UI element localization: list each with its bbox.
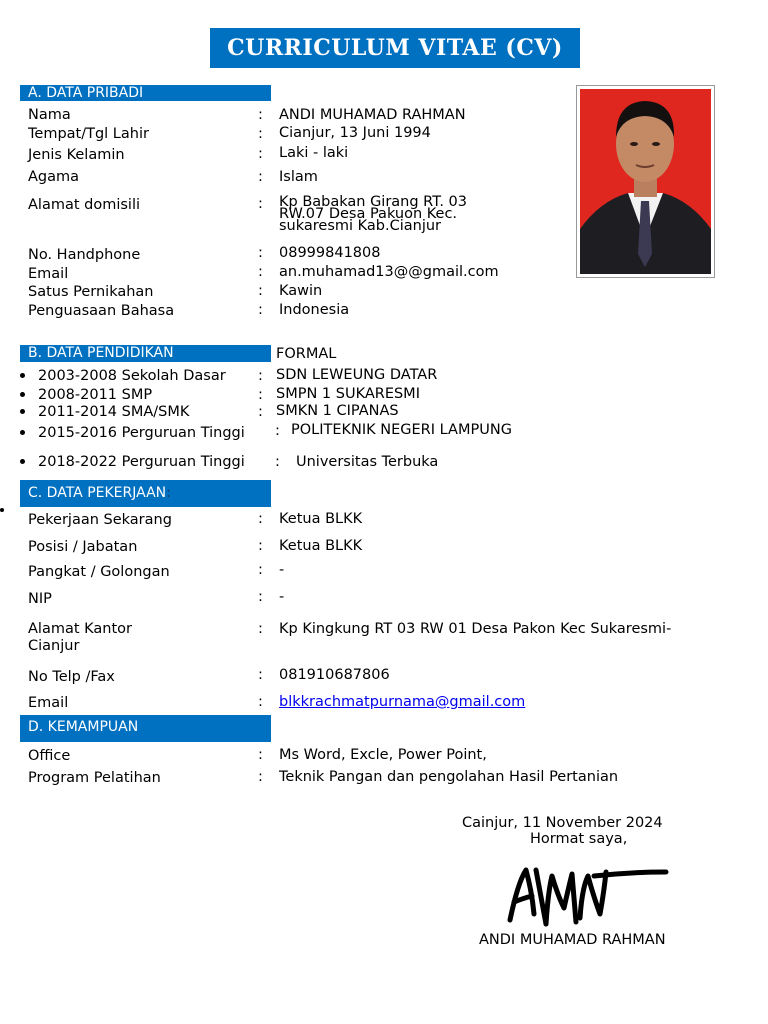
education-value: POLITEKNIK NEGERI LAMPUNG bbox=[291, 422, 512, 438]
section-header-personal: A. DATA PRIBADI bbox=[20, 85, 271, 101]
bullet-dot-icon bbox=[20, 392, 25, 397]
personal-label-birth: Tempat/Tgl Lahir bbox=[28, 126, 149, 142]
signatory-name: ANDI MUHAMAD RAHMAN bbox=[479, 932, 666, 948]
colon: : bbox=[258, 667, 263, 683]
work-label-email: Email bbox=[28, 695, 69, 711]
colon: : bbox=[258, 196, 263, 212]
skill-value-office: Ms Word, Excle, Power Point, bbox=[279, 747, 487, 763]
closing-place-date: Cainjur, 11 November 2024 bbox=[462, 815, 663, 831]
work-value-rank: - bbox=[279, 562, 285, 578]
colon: : bbox=[258, 126, 263, 142]
colon: : bbox=[258, 245, 263, 261]
section-header-work-label: C. DATA PEKERJAAN bbox=[28, 485, 167, 501]
bullet-dot-icon bbox=[20, 373, 25, 378]
work-label-phone: No Telp /Fax bbox=[28, 669, 115, 685]
profile-photo bbox=[576, 85, 715, 278]
work-email-link[interactable]: blkkrachmatpurnama@gmail.com bbox=[279, 694, 526, 710]
work-value-phone: 081910687806 bbox=[279, 667, 390, 683]
colon: : bbox=[275, 454, 280, 470]
colon: : bbox=[258, 747, 263, 763]
skill-label-office: Office bbox=[28, 748, 71, 764]
personal-value-email: an.muhamad13@@gmail.com bbox=[279, 264, 499, 280]
bullet-dot-icon bbox=[20, 409, 25, 414]
personal-value-name: ANDI MUHAMAD RAHMAN bbox=[279, 107, 466, 123]
colon: : bbox=[258, 387, 263, 403]
education-label: 2015-2016 Perguruan Tinggi bbox=[38, 425, 245, 441]
personal-label-marital: Satus Pernikahan bbox=[28, 284, 154, 300]
skill-label-training: Program Pelatihan bbox=[28, 770, 161, 786]
colon: : bbox=[258, 146, 263, 162]
education-value: SMPN 1 SUKARESMI bbox=[276, 386, 420, 402]
education-label: 2018-2022 Perguruan Tinggi bbox=[38, 454, 245, 470]
colon: : bbox=[275, 423, 280, 439]
colon: : bbox=[258, 368, 263, 384]
colon: : bbox=[258, 589, 263, 605]
section-header-education: B. DATA PENDIDIKAN bbox=[20, 345, 271, 362]
personal-value-phone: 08999841808 bbox=[279, 245, 381, 261]
colon: : bbox=[258, 538, 263, 554]
colon: : bbox=[258, 562, 263, 578]
work-label-office-address-2: Cianjur bbox=[28, 638, 80, 654]
skill-value-training: Teknik Pangan dan pengolahan Hasil Pertanian bbox=[279, 769, 619, 785]
personal-label-gender: Jenis Kelamin bbox=[28, 147, 125, 163]
section-header-skills: D. KEMAMPUAN bbox=[20, 715, 271, 742]
colon: : bbox=[258, 107, 263, 123]
colon: : bbox=[258, 769, 263, 785]
personal-label-language: Penguasaan Bahasa bbox=[28, 303, 175, 319]
education-value: Universitas Terbuka bbox=[296, 454, 439, 470]
personal-label-address: Alamat domisili bbox=[28, 197, 141, 213]
bullet-dot-icon bbox=[20, 430, 25, 435]
education-label: 2003-2008 Sekolah Dasar bbox=[38, 368, 226, 384]
colon: : bbox=[258, 404, 263, 420]
work-label-office-address-1: Alamat Kantor bbox=[28, 621, 132, 637]
personal-label-email: Email bbox=[28, 266, 69, 282]
education-value: SDN LEWEUNG DATAR bbox=[276, 367, 438, 383]
work-value-position: Ketua BLKK bbox=[279, 538, 363, 554]
work-label-position: Posisi / Jabatan bbox=[28, 539, 138, 555]
colon: : bbox=[258, 694, 263, 710]
work-value-nip: - bbox=[279, 589, 285, 605]
colon: : bbox=[258, 264, 263, 280]
work-label-current: Pekerjaan Sekarang bbox=[28, 512, 172, 528]
personal-label-religion: Agama bbox=[28, 169, 80, 185]
personal-value-marital: Kawin bbox=[279, 283, 323, 299]
work-value-office-address: Kp Kingkung RT 03 RW 01 Desa Pakon Kec Sukaresmi- bbox=[279, 621, 672, 637]
section-header-work bbox=[20, 480, 271, 507]
colon: : bbox=[258, 302, 263, 318]
education-value: SMKN 1 CIPANAS bbox=[276, 403, 399, 419]
signature bbox=[500, 862, 670, 934]
profile-photo-icon bbox=[580, 89, 711, 274]
education-label: 2008-2011 SMP bbox=[38, 387, 153, 403]
work-label-rank: Pangkat / Golongan bbox=[28, 564, 170, 580]
personal-value-language: Indonesia bbox=[279, 302, 350, 318]
personal-value-religion: Islam bbox=[279, 169, 318, 185]
section-header-work-colon: : bbox=[166, 485, 171, 501]
closing-greeting: Hormat saya, bbox=[530, 831, 628, 847]
colon: : bbox=[258, 169, 263, 185]
personal-value-address-2: RW.07 Desa Pakuon Kec. bbox=[279, 206, 458, 222]
personal-label-name: Nama bbox=[28, 107, 71, 123]
personal-value-birth: Cianjur, 13 Juni 1994 bbox=[279, 125, 431, 141]
personal-value-gender: Laki - laki bbox=[279, 145, 349, 161]
bullet-dot-icon bbox=[20, 459, 25, 464]
personal-label-phone: No. Handphone bbox=[28, 247, 141, 263]
colon: : bbox=[258, 283, 263, 299]
work-value-current: Ketua BLKK bbox=[279, 511, 363, 527]
education-subheader: FORMAL bbox=[276, 346, 337, 362]
page-title: CURRICULUM VITAE (CV) bbox=[210, 28, 580, 68]
colon: : bbox=[258, 621, 263, 637]
personal-value-address-3: sukaresmi Kab.Cianjur bbox=[279, 218, 442, 234]
colon: : bbox=[258, 511, 263, 527]
bullet-dot-icon bbox=[0, 508, 4, 512]
work-label-nip: NIP bbox=[28, 591, 52, 607]
personal-value-address-1: Kp Babakan Girang RT. 03 bbox=[279, 194, 468, 210]
education-label: 2011-2014 SMA/SMK bbox=[38, 404, 190, 420]
